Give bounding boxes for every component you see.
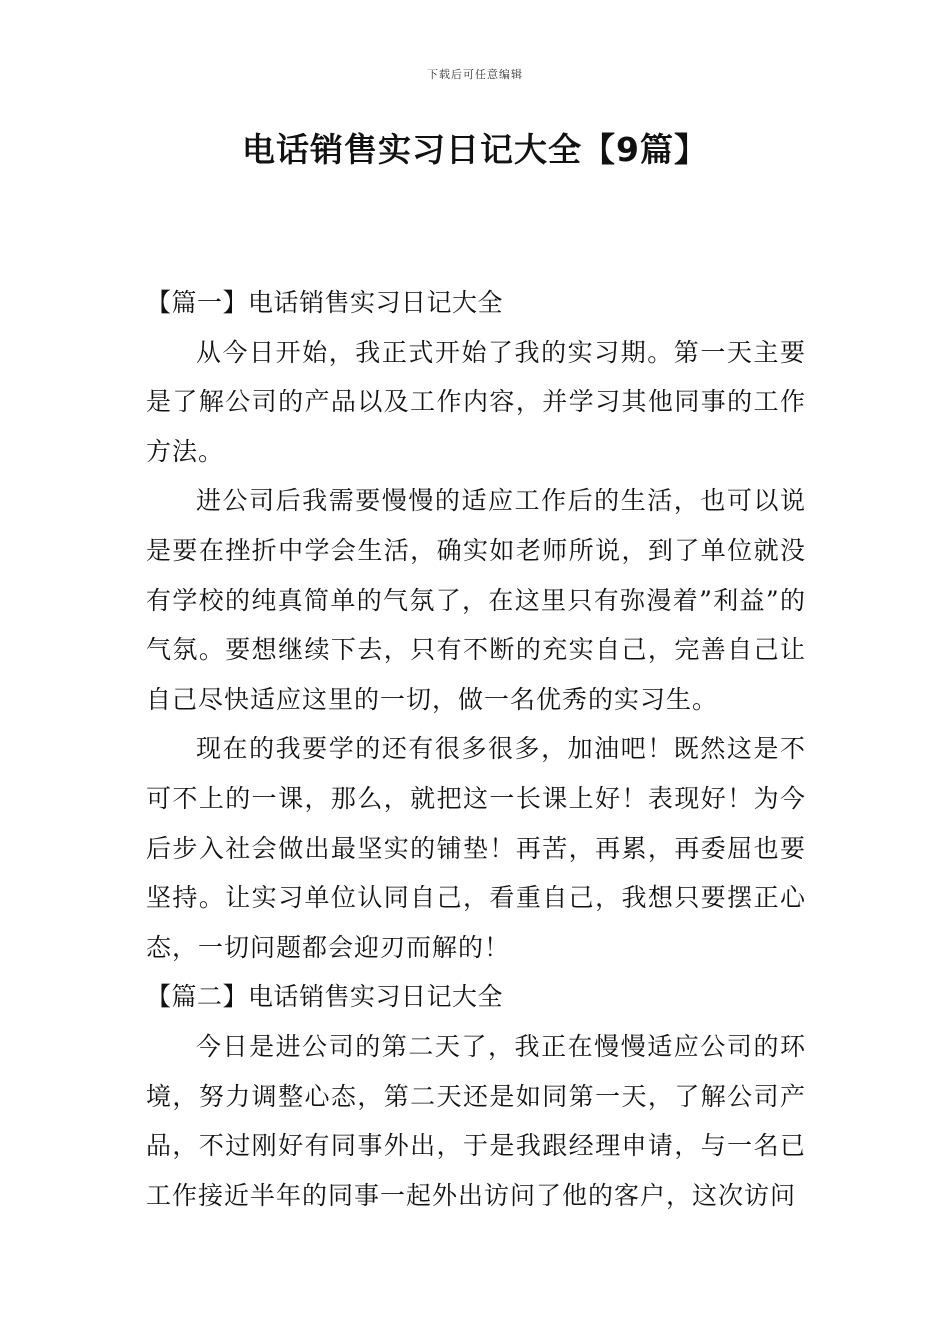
section-1-paragraph-2: 进公司后我需要慢慢的适应工作后的生活，也可以说是要在挫折中学会生活，确实如老师所说，到了单位就没有学校的纯真简单的气氛了，在这里只有弥漫着”利益”的气氛。要想继续下去，只有不断的充实自己，完善自己让自己尽快适应这里的一切，做一名优秀的实习生。: [146, 486, 806, 714]
section-1-paragraph-1: 从今日开始，我正式开始了我的实习期。第一天主要是了解公司的产品以及工作内容，并学习其他同事的工作方法。: [146, 337, 806, 466]
section-2-paragraph-1: 今日是进公司的第二天了，我正在慢慢适应公司的环境，努力调整心态，第二天还是如同第一天，了解公司产品，不过刚好有同事外出，于是我跟经理申请，与一名已工作接近半年的同事一起外出访问了他的客户，这次访问: [146, 1031, 806, 1210]
document-title: 电话销售实习日记大全【9篇】: [242, 130, 708, 169]
section-heading-1: 【篇一】电话销售实习日记大全: [146, 288, 504, 317]
header-note: 下载后可任意编辑: [427, 68, 523, 81]
document-body: [146, 278, 806, 1220]
section-1-paragraph-3: 现在的我要学的还有很多很多，加油吧！既然这是不可不上的一课，那么，就把这一长课上好！表现好！为今后步入社会做出最坚实的铺垫！再苦，再累，再委屈也要坚持。让实习单位认同自己，看重自己，我想只要摆正心态，一切问题都会迎刃而解的！: [146, 734, 806, 962]
section-heading-2: 【篇二】电话销售实习日记大全: [146, 982, 504, 1012]
